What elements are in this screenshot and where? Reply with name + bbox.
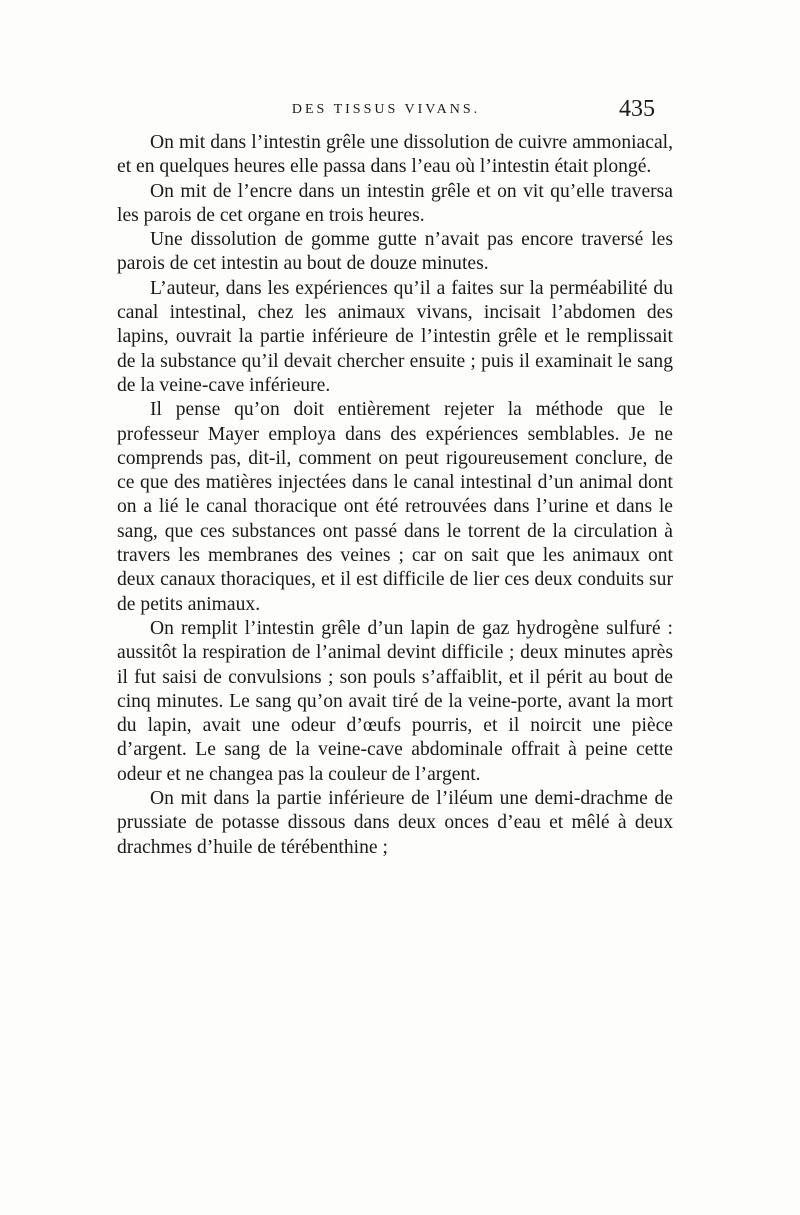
paragraph-gaz-hydrogene: On remplit l’intestin grêle d’un lapin de gaz hydrogène sulfuré : aussitôt la respiration de l’animal devint difficile ; deux minutes après il fut saisi de convulsions ; son pouls s’affaiblit, et il périt au bout de cinq minutes. Le sang qu’on avait tiré de la veine-porte, avant la mort du lapin, avait une odeur d’œufs pourris, et il noircit une pièce d’argent. Le sang de la veine-cave abdominale offrait à peine cette odeur et ne changea pas la couleur de l’argent. [117, 617, 673, 785]
paragraph-cuivre-ammoniacal: On mit dans l’intestin grêle une dissolution de cuivre ammoniacal, et en quelques heures elle passa dans l’eau où l’intestin était plongé. [117, 132, 673, 178]
paragraph-methode-mayer: Il pense qu’on doit entièrement rejeter la méthode que le professeur Mayer employa dans des expériences semblables. Je ne comprends pas, dit-il, comment on peut rigoureusement conclure, de ce que des matières injectées dans le canal intestinal d’un animal dont on a lié le canal thoracique ont été retrouvées dans l’urine et dans le sang, que ces substances ont passé dans le torrent de la circulation à travers les membranes des veines ; car on sait que les animaux ont deux canaux thoraciques, et il est difficile de lier ces deux conduits sur de petits animaux. [117, 399, 673, 615]
paragraph-encre: On mit de l’encre dans un intestin grêle et on vit qu’elle traversa les parois de cet organe en trois heures. [117, 180, 673, 226]
paragraph-prussiate-potasse: On mit dans la partie inférieure de l’iléum une demi-drachme de prussiate de potasse dissous dans deux onces d’eau et mêlé à deux drachmes d’huile de térébenthine ; [117, 788, 673, 858]
paragraph-gomme-gutte: Une dissolution de gomme gutte n’avait pas encore traversé les parois de cet intestin au bout de douze minutes. [117, 229, 673, 275]
paragraph-auteur-permeabilite: L’auteur, dans les expériences qu’il a faites sur la perméabilité du canal intestinal, chez les animaux vivans, incisait l’abdomen des lapins, ouvrait la partie inférieure de l’intestin grêle et le remplissait de la substance qu’il devait chercher ensuite ; puis il examinait le sang de la veine-cave inférieure. [117, 277, 673, 396]
running-head [117, 96, 655, 126]
body-text [117, 131, 673, 860]
page-number: 435 [619, 96, 655, 122]
running-title: DES TISSUS VIVANS. [291, 102, 481, 117]
